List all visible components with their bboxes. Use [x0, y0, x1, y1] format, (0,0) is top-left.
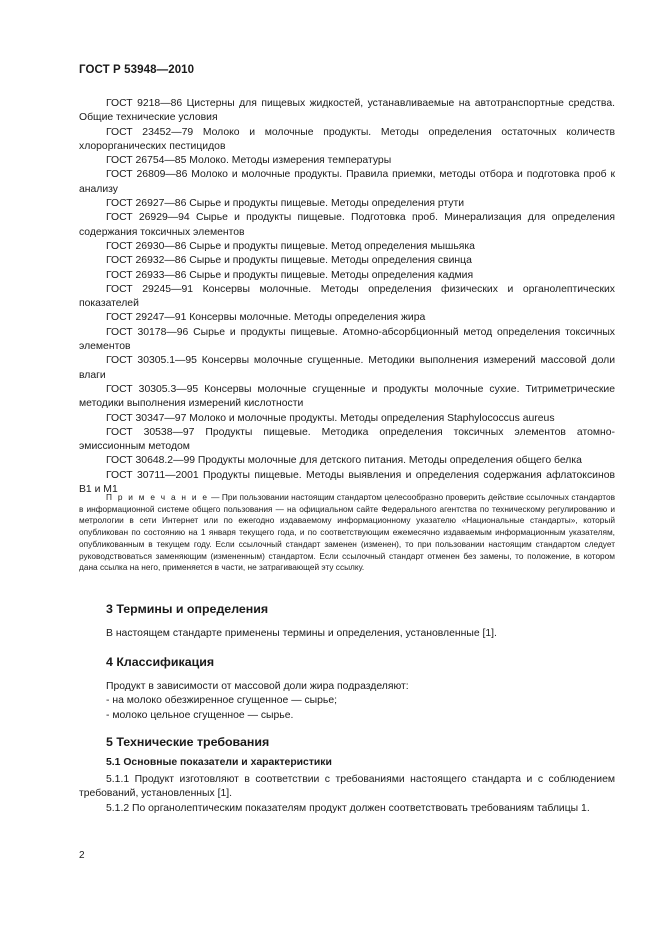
section-4-body — [79, 680, 615, 723]
reference-item: ГОСТ 26754—85 Молоко. Методы измерения температуры — [106, 155, 392, 167]
reference-item: ГОСТ 23452—79 Молоко и молочные продукты. Методы определения остаточных количеств хлорорганических пестицидов — [79, 126, 615, 152]
reference-item: ГОСТ 30305.1—95 Консервы молочные сгущенные. Методики выполнения измерений массовой доли влаги — [79, 355, 615, 381]
section-4-intro: Продукт в зависимости от массовой доли жира подразделяют: — [106, 681, 409, 692]
section-4-title: 4 Классификация — [106, 655, 215, 669]
subsection-5-1-title: 5.1 Основные показатели и характеристики — [106, 757, 332, 768]
reference-item: ГОСТ 26929—94 Сырье и продукты пищевые. Подготовка проб. Минерализация для определения содержания токсичных элементов — [79, 212, 615, 238]
reference-item: ГОСТ 9218—86 Цистерны для пищевых жидкостей, устанавливаемые на автотранспортные средства. Общие технические условия — [79, 98, 615, 124]
clause-5-1-1: 5.1.1 Продукт изготовляют в соответствии с требованиями настоящего стандарта и с соблюдением требований, установленных [1]. — [79, 774, 615, 800]
classification-item: - на молоко обезжиренное сгущенное — сырье; — [106, 695, 338, 707]
clause-5-1-2: 5.1.2 По органолептическим показателям продукт должен соответствовать требованиям таблицы 1. — [106, 802, 590, 814]
note-text: — При пользовании настоящим стандартом целесообразно проверить действие ссылочных стандартов в информационной системе общего пользования — на официальном сайте Федерального агентства по техническому регулированию и метрологии в сети Интернет или по ежегодно издаваемому информационному указателю «Национальные стандарты», который опубликован по состоянию на 1 января текущего года, и по соответствующим ежемесячно издаваемым информационным указателям, опубликованным в текущем году. Если ссылочный стандарт заменен (изменен), то при пользовании настоящим стандартом следует руководствоваться заменяющим (измененным) стандартом. Если ссылочный стандарт отменен без замены, то положение, в котором дана ссылка на него, применяется в части, не затрагивающей эту ссылку. — [79, 492, 615, 573]
reference-item: ГОСТ 30648.2—99 Продукты молочные для детского питания. Методы определения общего белка — [106, 455, 582, 467]
normative-references-list — [79, 97, 615, 497]
reference-item: ГОСТ 30305.3—95 Консервы молочные сгущенные и продукты молочные сухие. Титриметрические методики выполнения измерений кислотности — [79, 383, 615, 410]
section-3-body — [79, 627, 615, 641]
section-5-body — [79, 773, 615, 816]
reference-item: ГОСТ 30711—2001 Продукты пищевые. Методы выявления и определения содержания афлатоксинов В1 и М1 — [79, 469, 615, 496]
reference-item: ГОСТ 29245—91 Консервы молочные. Методы определения физических и органолептических показателей — [79, 283, 615, 310]
note-paragraph — [79, 492, 615, 574]
reference-item: ГОСТ 30347—97 Молоко и молочные продукты. Методы определения Staphylococcus aureus — [106, 412, 555, 424]
section-3-title: 3 Термины и определения — [106, 602, 269, 616]
section-5-title: 5 Технические требования — [106, 735, 270, 749]
reference-item: ГОСТ 30178—96 Сырье и продукты пищевые. Атомно-абсорбционный метод определения токсичных элементов — [79, 326, 615, 353]
note-label: П р и м е ч а н и е — [106, 492, 209, 502]
reference-item: ГОСТ 29247—91 Консервы молочные. Методы определения жира — [106, 312, 426, 324]
document-header: ГОСТ Р 53948—2010 — [79, 64, 195, 76]
reference-item: ГОСТ 26932—86 Сырье и продукты пищевые. Методы определения свинца — [106, 255, 472, 267]
classification-item: - молоко цельное сгущенное — сырье. — [106, 709, 294, 721]
section-3-text: В настоящем стандарте применены термины и определения, установленные [1]. — [106, 628, 497, 639]
reference-item: ГОСТ 26933—86 Сырье и продукты пищевые. Методы определения кадмия — [106, 269, 474, 281]
page-number: 2 — [79, 850, 85, 861]
reference-item: ГОСТ 30538—97 Продукты пищевые. Методика определения токсичных элементов атомно-эмиссионным методом — [79, 426, 615, 453]
reference-item: ГОСТ 26809—86 Молоко и молочные продукты. Правила приемки, методы отбора и подготовка проб к анализу — [79, 169, 615, 195]
reference-item: ГОСТ 26927—86 Сырье и продукты пищевые. Методы определения ртути — [106, 198, 465, 210]
reference-item: ГОСТ 26930—86 Сырье и продукты пищевые. Метод определения мышьяка — [106, 240, 475, 252]
